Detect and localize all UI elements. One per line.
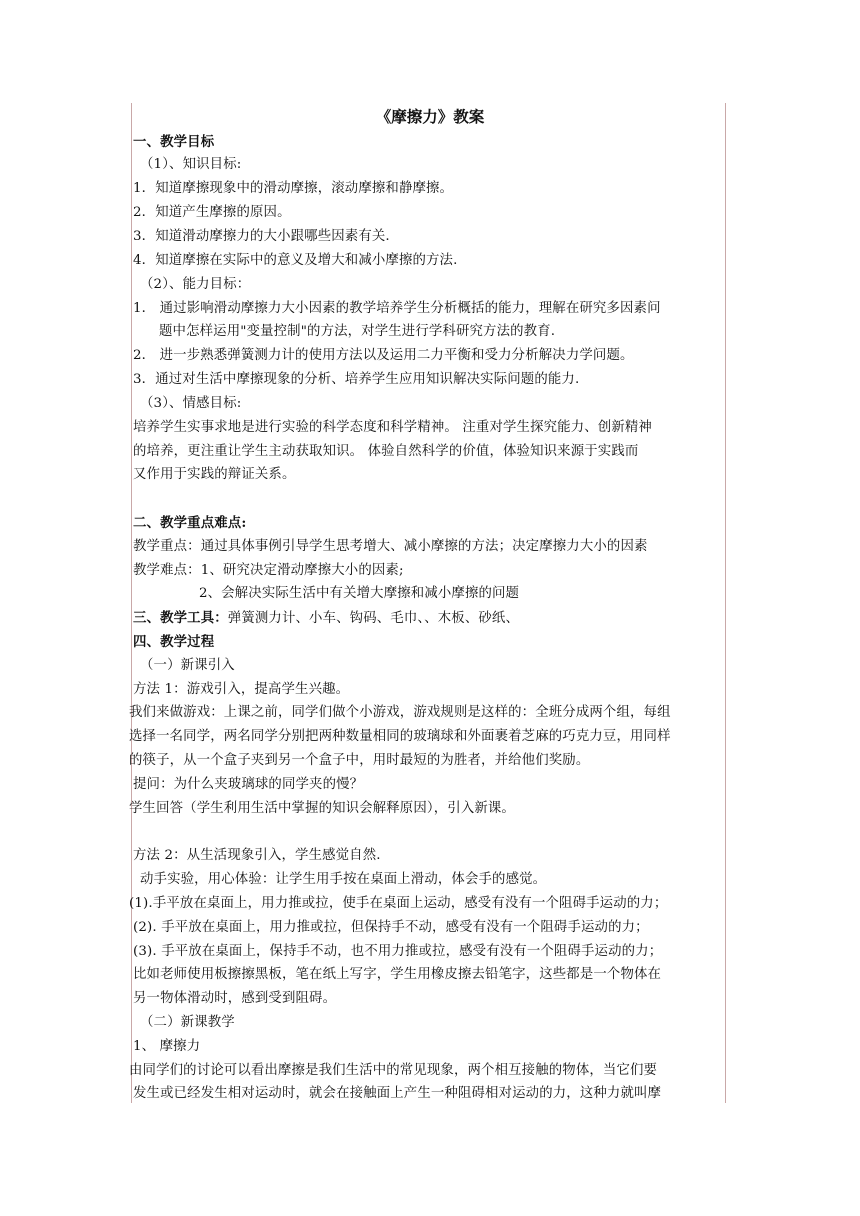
text-line: 发生或已经发生相对运动时，就会在接触面上产生一种阻碍相对运动的力，这种力就叫摩 [133, 1086, 662, 1101]
right-border-line [725, 103, 726, 1103]
subsection-heading: （二）新课教学 [140, 1015, 235, 1030]
text-line: 1． 通过影响滑动摩擦力大小因素的教学培养学生分析概括的能力，理解在研究多因素问 [133, 301, 661, 316]
text-line: 4．知道摩擦在实际中的意义及增大和减小摩擦的方法. [133, 253, 458, 268]
section-heading: 三、教学工具： [133, 610, 228, 626]
text-line: (3). 手平放在桌面上，保持手不动，也不用力推或拉，感受有没有一个阻碍手运动的力； [133, 944, 663, 959]
text-line: 2． 进一步熟悉弹簧测力计的使用方法以及运用二力平衡和受力分析解决力学问题。 [133, 348, 634, 363]
text-line: 3．知道滑动摩擦力的大小跟哪些因素有关. [133, 229, 390, 244]
text-line: (2). 手平放在桌面上，用力推或拉，但保持手不动，感受有没有一个阻碍手运动的力； [133, 920, 649, 935]
section-heading: 二、教学重点难点: [133, 515, 247, 531]
subsection-heading: （一）新课引入 [140, 658, 235, 673]
text-line: 的培养，更注重让学生主动获取知识。 体验自然科学的价值，体验知识来源于实践而 [133, 444, 639, 459]
text-line: 题中怎样运用"变量控制"的方法，对学生进行学科研究方法的教育. [159, 324, 556, 339]
subsection-heading: （2）、能力目标： [140, 277, 251, 292]
document-title: 《摩擦力》教案 [375, 107, 485, 126]
text-line: 1、 摩擦力 [133, 1039, 201, 1054]
subsection-heading: （1）、知识目标: [140, 157, 242, 172]
text-line: 1．知道摩擦现象中的滑动摩擦，滚动摩擦和静摩擦。 [133, 181, 454, 196]
section-row [133, 608, 519, 629]
text-line: 2、会解决实际生活中有关增大摩擦和减小摩擦的问题 [199, 586, 520, 601]
left-border-line [131, 103, 132, 1103]
text-line: (1).手平放在桌面上，用力推或拉，使手在桌面上运动，感受有没有一个阻碍手运动的力； [129, 896, 668, 911]
text-line: 提问：为什么夹玻璃球的同学夹的慢？ [133, 777, 364, 792]
text-line: 方法 2：从生活现象引入，学生感觉自然. [133, 848, 381, 863]
text-line: 动手实验，用心体验：让学生用手按在桌面上滑动，体会手的感觉。 [140, 872, 547, 887]
text-line: 2．知道产生摩擦的原因。 [133, 205, 291, 220]
text-line: 的筷子，从一个盒子夹到另一个盒子中，用时最短的为胜者，并给他们奖励。 [129, 753, 590, 768]
text-line: 又作用于实践的辩证关系。 [133, 467, 296, 482]
text-line: 弹簧测力计、小车、钩码、毛巾、、木板、砂纸、 [227, 611, 519, 626]
text-line: 3．通过对生活中摩擦现象的分析、培养学生应用知识解决实际问题的能力. [133, 372, 580, 387]
text-line: 教学重点：通过具体事例引导学生思考增大、减小摩擦的方法；决定摩擦力大小的因素 [133, 539, 648, 554]
text-line: 另一物体滑动时，感到受到阻碍。 [133, 991, 337, 1006]
text-line: 教学难点：1、研究决定滑动摩擦大小的因素; [133, 563, 404, 578]
text-line: 比如老师使用板擦擦黑板，笔在纸上写字，学生用橡皮擦去铅笔字，这些都是一个物体在 [133, 967, 662, 982]
section-heading: 一、教学目标 [133, 134, 215, 150]
subsection-heading: （3）、情感目标: [140, 396, 242, 411]
text-line: 我们来做游戏：上课之前，同学们做个小游戏，游戏规则是这样的：全班分成两个组，每组 [129, 705, 671, 720]
text-line: 由同学们的讨论可以看出摩擦是我们生活中的常见现象，两个相互接触的物体，当它们要 [129, 1063, 658, 1078]
text-line: 选择一名同学，两名同学分别把两种数量相同的玻璃球和外面裹着芝麻的巧克力豆，用同样 [129, 729, 671, 744]
text-line: 方法 1：游戏引入，提高学生兴趣。 [133, 682, 350, 697]
text-line: 学生回答（学生利用生活中掌握的知识会解释原因），引入新课。 [129, 801, 515, 816]
text-line: 培养学生实事求地是进行实验的科学态度和科学精神。 注重对学生探究能力、创新精神 [133, 420, 652, 435]
section-heading: 四、教学过程 [133, 634, 215, 650]
